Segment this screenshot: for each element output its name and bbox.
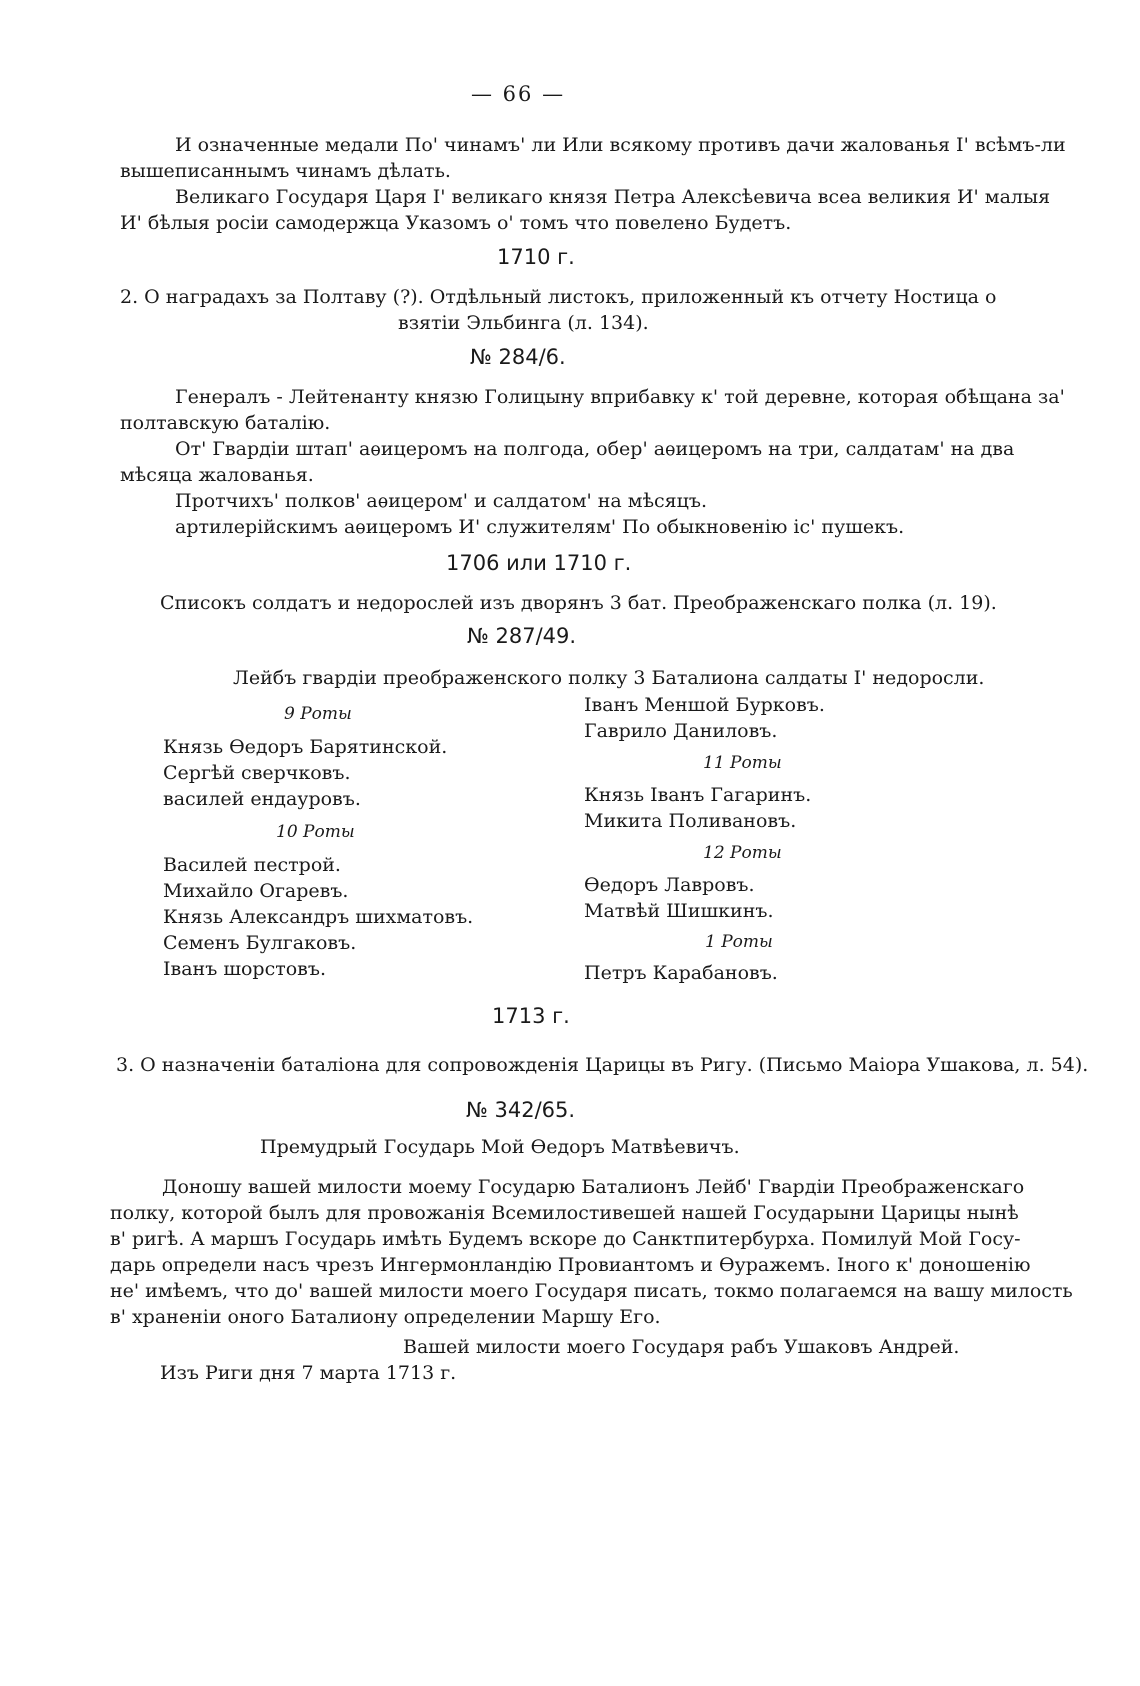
letter-place-date: Изъ Риги дня 7 марта 1713 г. xyxy=(160,1362,457,1384)
list-item: Iванъ Меншой Бурковъ. xyxy=(584,694,825,716)
doc-284-line-2: полтавскую баталiю. xyxy=(120,412,331,434)
letter-line-2: полку, которой былъ для провожанiя Всемилостивешей нашей Государыни Царицы нынѣ xyxy=(110,1202,1019,1224)
letter-salutation: Премудрый Государь Мой Ѳедоръ Матвѣевичъ. xyxy=(260,1136,740,1158)
list-item: Сергѣй сверчковъ. xyxy=(163,762,351,784)
list-item: Василей пестрой. xyxy=(163,854,341,876)
intro-paragraph-2-line-2: И' бѣлыя росiи самодержца Указомъ о' томъ что повелено Будетъ. xyxy=(120,212,792,234)
doc-287-title: Лейбъ гвардiи преображенского полку 3 Баталиона салдаты I' недоросли. xyxy=(233,667,985,689)
year-heading-1710: 1710 г. xyxy=(497,245,575,269)
intro-paragraph-1-line-2: вышеписаннымъ чинамъ дѣлать. xyxy=(120,160,451,182)
letter-line-4: дарь определи насъ чрезъ Ингермонландiю Провиантомъ и Ѳуражемъ. Iного к' доношенiю xyxy=(110,1254,1031,1276)
item-2-line-2: взятiи Эльбинга (л. 134). xyxy=(398,312,649,334)
list-item: Князь Александръ шихматовъ. xyxy=(163,906,474,928)
item-2-line-1: 2. О наградахъ за Полтаву (?). Отдѣльный листокъ, приложенный къ отчету Ностица о xyxy=(120,286,997,308)
letter-line-6: в' храненiи оного Баталиону определении Маршу Его. xyxy=(110,1306,661,1328)
list-item: Семенъ Булгаковъ. xyxy=(163,932,357,954)
list-item: Князь Iванъ Гагаринъ. xyxy=(584,784,812,806)
letter-line-5: не' имѣемъ, что до' вашей милости моего Государя писать, токмо полагаемся на вашу милость xyxy=(110,1280,1073,1302)
doc-284-line-5: Протчихъ' полков' аѳицером' и салдатом' на мѣсяцъ. xyxy=(175,490,708,512)
intro-paragraph-1-line-1: И означенные медали По' чинамъ' ли Или всякому противъ дачи жалованья I' всѣмъ-ли xyxy=(175,134,1066,156)
doc-number-342: № 342/65. xyxy=(466,1098,576,1122)
year-heading-1706: 1706 или 1710 г. xyxy=(446,551,632,575)
rota-9-label: 9 Роты xyxy=(284,704,352,724)
doc-284-line-1: Генералъ - Лейтенанту князю Голицыну вприбавку к' той деревне, которая обѣщана за' xyxy=(175,386,1065,408)
rota-12-label: 12 Роты xyxy=(703,843,782,863)
letter-line-1: Доношу вашей милости моему Государю Баталионъ Лейб' Гвардiи Преображенскаго xyxy=(162,1176,1025,1198)
list-item: Микита Поливановъ. xyxy=(584,810,797,832)
list-item: Михайло Огаревъ. xyxy=(163,880,349,902)
list-item: Матвѣй Шишкинъ. xyxy=(584,900,774,922)
rota-11-label: 11 Роты xyxy=(703,753,782,773)
list-item: Князь Ѳедоръ Барятинской. xyxy=(163,736,448,758)
list-item: Iванъ шорстовъ. xyxy=(163,958,327,980)
page-number: — 66 — xyxy=(471,82,566,106)
item-3: 3. О назначенiи баталiона для сопровожденiя Царицы въ Ригу. (Письмо Маiора Ушакова, л. 54). xyxy=(116,1054,1089,1076)
list-item: василей ендауровъ. xyxy=(163,788,361,810)
letter-line-3: в' ригѣ. А маршъ Государь имѣть Будемъ вскоре до Санктпитербурха. Помилуй Мой Госу- xyxy=(110,1228,1021,1250)
doc-284-line-3: От' Гвардiи штап' аѳицеромъ на полгода, обер' аѳицеромъ на три, салдатам' на два xyxy=(175,438,1015,460)
doc-284-line-4: мѣсяца жалованья. xyxy=(120,464,314,486)
list-item: Петръ Карабановъ. xyxy=(584,962,778,984)
doc-number-284: № 284/6. xyxy=(470,345,566,369)
list-item: Ѳедоръ Лавровъ. xyxy=(584,874,755,896)
year-heading-1713: 1713 г. xyxy=(492,1004,570,1028)
doc-number-287: № 287/49. xyxy=(467,624,577,648)
list-item: Гаврило Даниловъ. xyxy=(584,720,778,742)
letter-signature: Вашей милости моего Государя рабъ Ушаковъ Андрей. xyxy=(403,1336,960,1358)
rota-10-label: 10 Роты xyxy=(276,822,355,842)
list-note: Списокъ солдатъ и недорослей изъ дворянъ 3 бат. Преображенскаго полка (л. 19). xyxy=(160,592,997,614)
rota-1-label: 1 Роты xyxy=(705,932,773,952)
doc-284-line-6: артилерiйскимъ аѳицеромъ И' служителям' По обыкновенiю iс' пушекъ. xyxy=(175,516,905,538)
intro-paragraph-2-line-1: Великаго Государя Царя I' великаго князя Петра Алексѣевича всеа великия И' малыя xyxy=(175,186,1051,208)
